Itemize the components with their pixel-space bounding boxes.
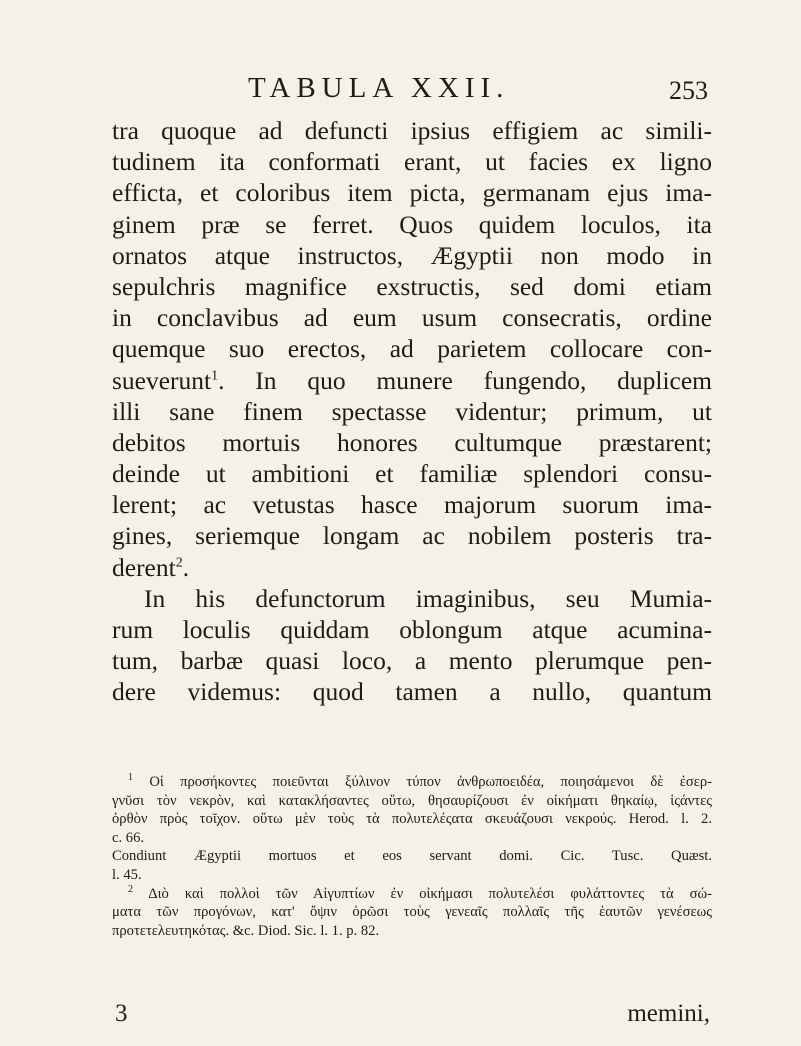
text-line: debitos mortuis honores cultumque præstarent;: [112, 427, 712, 457]
text-line: rum loculis quiddam oblongum atque acumina-: [112, 615, 712, 644]
text-line: tudinem ita conformati erant, ut facies ex ligno: [112, 147, 712, 177]
footnote-marker-2: 2: [128, 883, 133, 895]
text-line: ornatos atque instructos, Ægyptii non modo in: [112, 240, 712, 270]
catchword: memini,: [627, 1000, 710, 1027]
text-line-with-footnote-ref: [112, 365, 712, 396]
text-line: illi sane finem spectasse videntur; primum, ut: [112, 396, 712, 426]
text-line: ginem præ se ferret. Quos quidem loculos, ita: [112, 209, 712, 239]
footnote-2-line: [112, 885, 712, 904]
footnote-line: c. 66.: [112, 829, 145, 846]
footnote-ref-1[interactable]: 1: [211, 368, 219, 383]
text-line: tum, barbæ quasi loco, a mento plerumque pen-: [112, 646, 712, 676]
footnote-line: ματα τῶν προγόνων, κατ' ὄψιν ὁρῶσι τοὺς γενεαῖς πολλαῖς τῆς ἑαυτῶν γενέσεως: [112, 904, 712, 921]
text-line: sepulchris magnifice exstructis, sed domi etiam: [112, 271, 712, 301]
text-line: tra quoque ad defuncti ipsius effigiem ac simili-: [112, 116, 712, 145]
footnote-marker-1: 1: [128, 772, 133, 784]
footnote-text: Διὸ καὶ πολλοὶ τῶν Αἰγυπτίων ἐν οἰκήμασι πολυτελέσι φυλάττοντες τὰ σώ-: [133, 885, 712, 902]
main-text: [112, 115, 712, 708]
text-line: deinde ut ambitioni et familiæ splendori consu-: [112, 459, 712, 489]
footnote-line: Condiunt Ægyptii mortuos et eos servant domi. Cic. Tusc. Quæst.: [112, 848, 712, 865]
text-line: gines, seriemque longam ac nobilem posteris tra-: [112, 521, 712, 551]
footnote-ref-2[interactable]: 2: [175, 555, 183, 571]
page-number: 253: [669, 76, 708, 105]
text-line-with-footnote-ref: [112, 552, 712, 583]
footnote-line: γνῦσι τὸν νεκρὸν, καὶ κατακλήσαντες οὕτω, θησαυρίζουσι ἐν οἰκήματι θηκαίῳ, ἱςάντες: [112, 792, 712, 809]
text-fragment: sueverunt: [112, 365, 212, 395]
page-footer: [112, 1000, 712, 1030]
signature-mark: 3: [115, 1000, 128, 1027]
text-line: efficta, et coloribus item picta, germanam ejus ima-: [112, 178, 712, 208]
text-line: lerent; ac vetustas hasce majorum suorum ima-: [112, 490, 712, 520]
text-line: dere videmus: quod tamen a nullo, quantum: [112, 677, 712, 707]
text-fragment: derent: [112, 552, 176, 582]
text-line: quemque suo erectos, ad parietem collocare con-: [112, 334, 712, 364]
footnote-line: ὀρθὸν πρὸς τοῖχον. οὕτω μὲν τοὺς τὰ πολυτελέςατα σκευάζουσι νεκρούς. Herod. l. 2.: [112, 811, 712, 828]
text-line: In his defunctorum imaginibus, seu Mumia-: [144, 583, 712, 613]
footnote-line: προτετελευτηκότας. &c. Diod. Sic. l. 1. p. 82.: [112, 922, 380, 939]
footnote-text: Οἱ προσήκοντες ποιεῦνται ξύλινον τύπον ἀνθρωποειδέα, ποιησάμενοι δὲ ἐσερ-: [133, 774, 712, 790]
page-header: [248, 72, 708, 112]
footnotes: [112, 773, 712, 940]
text-line: in conclavibus ad eum usum consecratis, ordine: [112, 303, 712, 333]
text-fragment: . In quo munere fungendo, duplicem: [218, 365, 712, 395]
text-fragment: .: [182, 552, 190, 582]
footnote-1-line: [112, 773, 712, 792]
footnote-line: l. 45.: [112, 866, 142, 883]
running-title: TABULA XXII.: [248, 72, 510, 104]
